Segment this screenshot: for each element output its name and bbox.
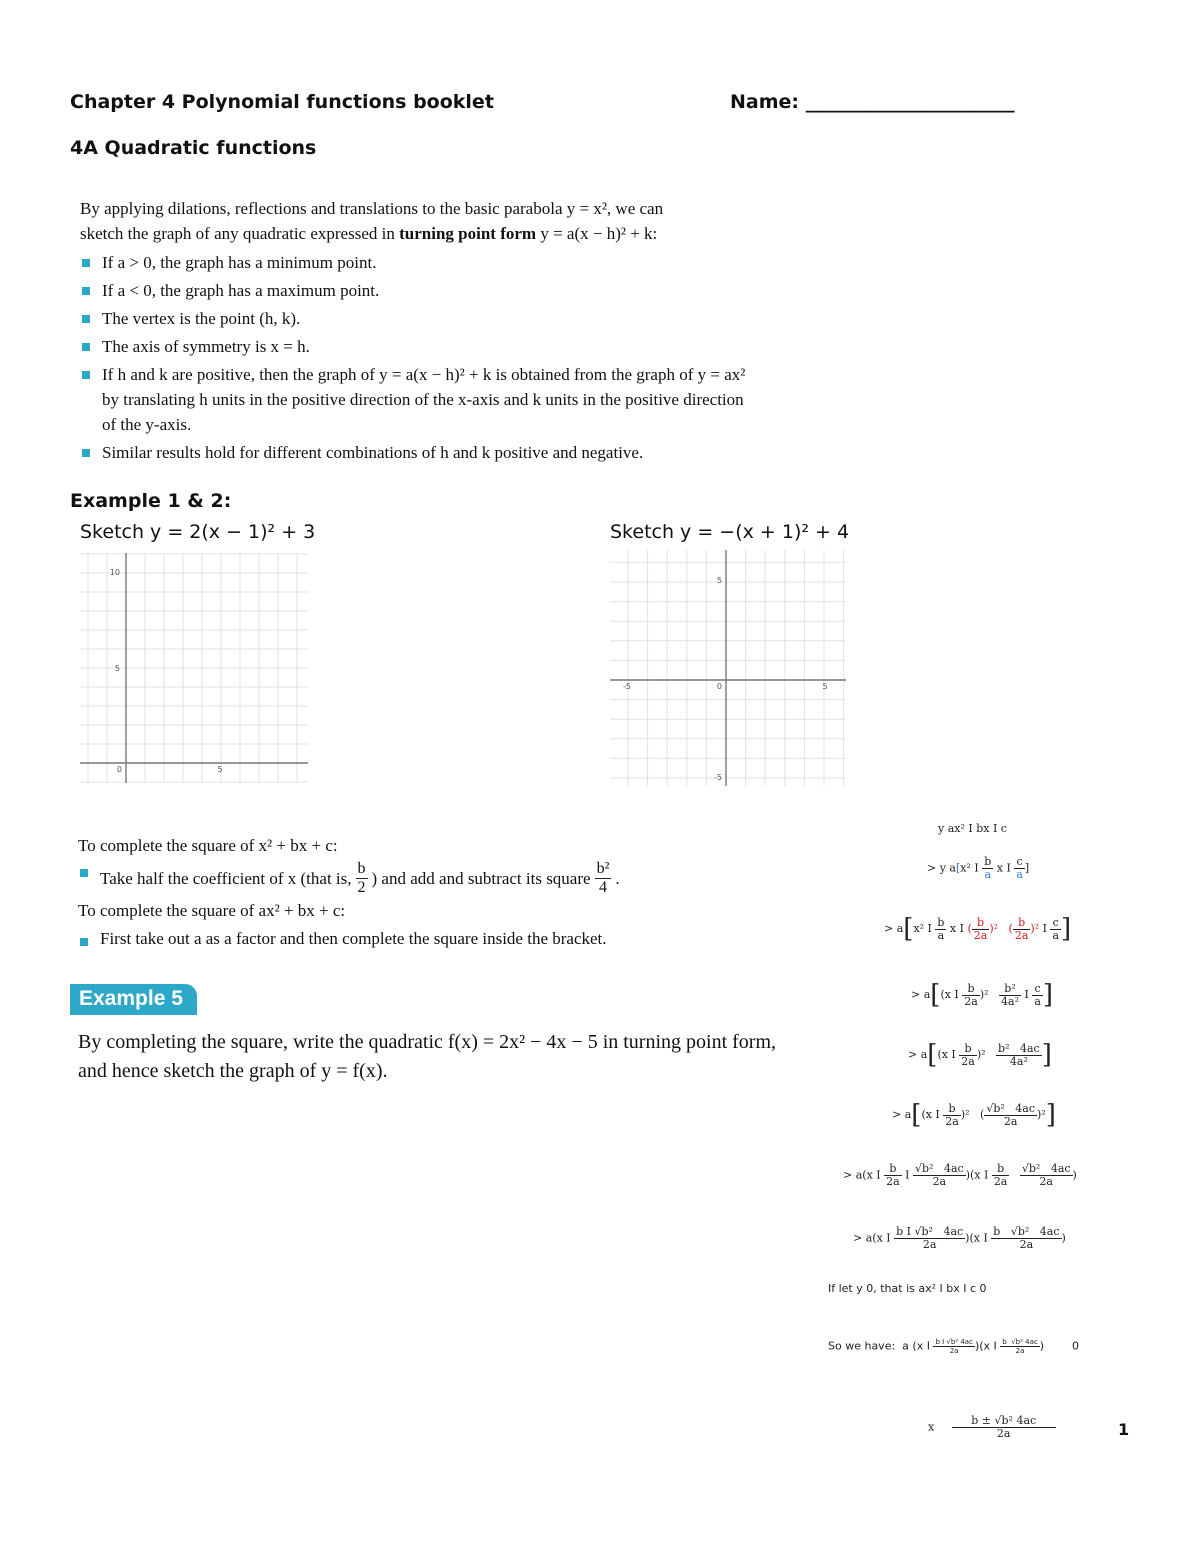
grid-2-xtick-0: 0 [716, 682, 722, 691]
d5-prefix: > a [892, 1108, 912, 1121]
bullet-translation: If h and k are positive, then the graph of y = a(x − h)² + k is obtained from the graph of y = ax² by translating h units in the positive direction of the x-axis and k units in the positive direction of the y-axis. [80, 362, 752, 437]
d3-prefix: > a [911, 988, 931, 1001]
derivation-line-5: > a[(x I $\frac{b}{2a}$ )² ( $\frac{\text{√b² 4ac}}{2a}$ )²] [892, 1100, 1056, 1130]
intro-line-2-text: sketch the graph of any quadratic expressed in [80, 224, 395, 243]
equals-zero: 0 [1071, 1339, 1079, 1353]
bullet-vertex: The vertex is the point (h, k). [80, 306, 780, 331]
formula-x: x [928, 1420, 935, 1434]
page-number: 1 [1118, 1420, 1130, 1439]
bullet-similar-results: Similar results hold for different combinations of h and k positive and negative. [80, 440, 780, 465]
grid-2[interactable] [610, 550, 846, 786]
formula-denominator: 2a [996, 1427, 1011, 1440]
bullet-axis-symmetry: The axis of symmetry is x = h. [80, 334, 780, 359]
grid-1[interactable] [80, 553, 308, 783]
quadratic-formula [928, 1415, 1056, 1440]
derivation-line-2: > a[x² I $\frac{b}{a}$ x I ( $\frac{b}{2a}$ )² ( $\frac{b}{2a}$ )² I $\frac{c}{a}$ ] [884, 914, 1072, 944]
examples-heading: Example 1 & 2: [70, 490, 232, 512]
d7-prefix: > a(x I [853, 1231, 891, 1245]
complete-square-line-1: To complete the square of x² + bx + c: [78, 836, 338, 855]
d4-prefix: > a [908, 1048, 928, 1061]
name-field-label: Name: ______________________ [730, 91, 1015, 113]
b-squared-over-4 [595, 860, 612, 897]
bullet-max-point: If a < 0, the graph has a maximum point. [80, 278, 780, 303]
example-5-badge: Example 5 [70, 984, 197, 1015]
so-we-have-line: So we have: a (x I $\frac{\text{b I √b² 4ac}}{2a}$ )(x I $\frac{\text{b √b² 4ac}}{2a}$ ) 0 [828, 1338, 1079, 1355]
grid-1-ytick-5: 5 [114, 664, 120, 673]
derivation-line-4: > a[(x I $\frac{b}{2a}$ )² $\frac{\text{b² 4ac}}{\text{4a²}}$ ] [908, 1040, 1052, 1070]
grid-2-ytick-neg5: -5 [714, 773, 722, 782]
derivation-line-6: > a(x I $\frac{b}{2a}$ I $\frac{\text{√b² 4ac}}{2a}$ )(x I $\frac{b}{2a}$ $\frac{\text{√b² 4ac}}{2a}$ ) [843, 1162, 1077, 1188]
intro-line-1: By applying dilations, reflections and translations to the basic parabola y = x², we can [80, 199, 664, 218]
b-squared-num: b² [596, 860, 610, 877]
turning-point-form-term: turning point form [399, 224, 537, 243]
example-5-line-2: and hence sketch the graph of y = f(x). [78, 1060, 388, 1082]
d1-prefix: > y a [927, 861, 956, 875]
bullet-1-text-b: ) and add and subtract its square [371, 868, 591, 888]
derivation-line-1: > y a[x² I $\frac{b}{a}$ x I $\frac{c}{a}$ ] [927, 855, 1030, 881]
complete-square-block [78, 836, 718, 949]
grid-2-xtick-neg5: -5 [623, 682, 631, 691]
example-5-text [78, 1028, 858, 1086]
sketch-1-prompt: Sketch y = 2(x − 1)² + 3 [80, 521, 316, 543]
bullet-min-point: If a > 0, the graph has a minimum point. [80, 250, 780, 275]
turning-point-formula: y = a(x − h)² + k: [540, 224, 658, 243]
formula-numerator: b ± √b² 4ac [952, 1415, 1056, 1428]
intro-line-2 [80, 221, 780, 246]
bullet-1-period: . [615, 868, 620, 888]
complete-square-bullet-1 [78, 860, 718, 897]
grid-1-ytick-0: 0 [116, 765, 122, 774]
grid-1-xtick-5: 5 [217, 765, 223, 774]
grid-2-ytick-5: 5 [716, 576, 722, 585]
bullet-1-text-a: Take half the coefficient of x (that is, [100, 868, 352, 888]
grid-2-xtick-5: 5 [822, 682, 828, 691]
document-title: Chapter 4 Polynomial functions booklet [70, 91, 494, 113]
derivation-line-7: > a(x I $\frac{\text{b I √b² 4ac}}{2a}$ )(x I $\frac{\text{b √b² 4ac}}{2a}$ ) [853, 1225, 1066, 1251]
example-5-line-1: By completing the square, write the quadratic f(x) = 2x² − 4x − 5 in turning point form, [78, 1031, 777, 1053]
half-b-den: 2 [357, 879, 366, 896]
four-den: 4 [598, 879, 607, 896]
intro-bullets [80, 250, 780, 465]
complete-square-bullet-2: First take out a as a factor and then complete the square inside the bracket. [78, 929, 718, 949]
sketch-2-prompt: Sketch y = −(x + 1)² + 4 [610, 521, 850, 543]
so-we-have-label: So we have: [828, 1339, 896, 1353]
grid-2-lines [610, 550, 846, 786]
derivation-line-0: y ax² I bx I c [938, 822, 1007, 835]
complete-square-line-2: To complete the square of ax² + bx + c: [78, 901, 346, 920]
half-b-fraction [356, 860, 368, 897]
intro-block [80, 196, 780, 465]
if-let-line: If let y 0, that is ax² I bx I c 0 [828, 1282, 987, 1295]
section-title: 4A Quadratic functions [70, 137, 317, 159]
grid-1-ytick-10: 10 [109, 568, 120, 577]
d2-prefix: > a [884, 922, 904, 935]
d6-prefix: > a(x I [843, 1168, 881, 1182]
derivation-line-3: > a[(x I $\frac{b}{2a}$ )² $\frac{\text{b²}}{\text{4a²}}$ I $\frac{c}{a}$ ] [911, 980, 1054, 1010]
half-b-num: b [357, 860, 366, 877]
